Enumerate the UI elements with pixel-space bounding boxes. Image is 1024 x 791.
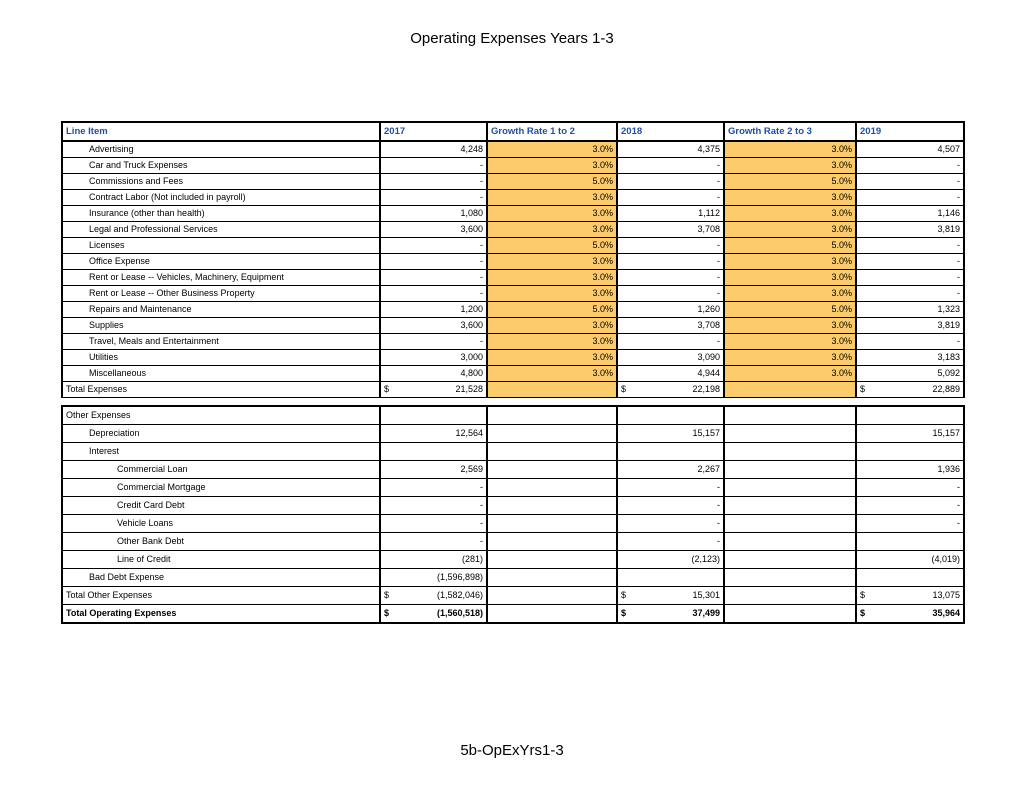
value-2017: - <box>380 479 487 497</box>
loan-row <box>62 479 964 497</box>
value-2019: 1,936 <box>856 461 964 479</box>
currency-symbol: $ <box>621 608 627 618</box>
currency-value: 21,528 <box>455 384 483 394</box>
line-item-label: Rent or Lease -- Vehicles, Machinery, Equipment <box>62 270 380 286</box>
value-2019 <box>856 569 964 587</box>
blank-cell <box>724 497 856 515</box>
blank-cell <box>724 406 856 425</box>
blank-cell <box>724 587 856 605</box>
value-2019: 15,157 <box>856 425 964 443</box>
line-item-label: Depreciation <box>62 425 380 443</box>
expense-row <box>62 270 964 286</box>
operating-expenses-table <box>61 121 965 624</box>
expense-row <box>62 222 964 238</box>
growth-1-2: 3.0% <box>487 141 617 158</box>
value-2017: 4,800 <box>380 366 487 382</box>
expense-row <box>62 254 964 270</box>
total-other-2019 <box>856 587 964 605</box>
loan-row <box>62 551 964 569</box>
blank-cell <box>487 425 617 443</box>
value-2019: 5,092 <box>856 366 964 382</box>
blank-cell <box>724 551 856 569</box>
value-2018: - <box>617 479 724 497</box>
value-2017: - <box>380 174 487 190</box>
value-2017: - <box>380 334 487 350</box>
header-2017: 2017 <box>380 122 487 141</box>
value-2018: 15,157 <box>617 425 724 443</box>
blank-cell <box>487 569 617 587</box>
value-2018: - <box>617 533 724 551</box>
blank-cell <box>487 461 617 479</box>
value-2018: - <box>617 238 724 254</box>
spacer-row <box>62 398 964 407</box>
loan-row <box>62 497 964 515</box>
value-2019: 3,819 <box>856 222 964 238</box>
value-2018: - <box>617 174 724 190</box>
value-2017: 12,564 <box>380 425 487 443</box>
expense-row <box>62 141 964 158</box>
growth-2-3: 3.0% <box>724 141 856 158</box>
value-2018: (2,123) <box>617 551 724 569</box>
value-2018 <box>617 406 724 425</box>
expense-row <box>62 302 964 318</box>
expense-row <box>62 350 964 366</box>
loan-row <box>62 533 964 551</box>
value-2017: - <box>380 497 487 515</box>
blank-cell <box>487 479 617 497</box>
loan-row <box>62 515 964 533</box>
spacer-cell <box>724 398 856 407</box>
total-other-label: Total Other Expenses <box>62 587 380 605</box>
total-expenses-row <box>62 382 964 398</box>
value-2019: - <box>856 254 964 270</box>
expense-row <box>62 190 964 206</box>
value-2019: 4,507 <box>856 141 964 158</box>
expense-row <box>62 238 964 254</box>
line-item-label: Bad Debt Expense <box>62 569 380 587</box>
growth-1-2: 3.0% <box>487 350 617 366</box>
value-2019 <box>856 406 964 425</box>
bad-debt-row <box>62 569 964 587</box>
growth-1-2: 5.0% <box>487 174 617 190</box>
value-2019 <box>856 533 964 551</box>
currency-symbol: $ <box>384 384 390 394</box>
line-item-label: Vehicle Loans <box>62 515 380 533</box>
value-2019: (4,019) <box>856 551 964 569</box>
line-item-label: Travel, Meals and Entertainment <box>62 334 380 350</box>
line-item-label: Car and Truck Expenses <box>62 158 380 174</box>
value-2018: 4,375 <box>617 141 724 158</box>
value-2017: - <box>380 238 487 254</box>
value-2019: - <box>856 334 964 350</box>
growth-2-3-blank <box>724 382 856 398</box>
value-2018: 1,260 <box>617 302 724 318</box>
sheet-name-footer: 5b-OpExYrs1-3 <box>460 742 564 759</box>
currency-value: 22,198 <box>692 384 720 394</box>
line-item-label: Contract Labor (Not included in payroll) <box>62 190 380 206</box>
line-item-label: Legal and Professional Services <box>62 222 380 238</box>
value-2019: 1,146 <box>856 206 964 222</box>
total-other-2018 <box>617 587 724 605</box>
currency-value: (1,582,046) <box>436 590 483 600</box>
header-line-item: Line Item <box>62 122 380 141</box>
value-2017: 3,000 <box>380 350 487 366</box>
total-operating-label: Total Operating Expenses <box>62 605 380 624</box>
growth-2-3: 5.0% <box>724 302 856 318</box>
blank-cell <box>487 515 617 533</box>
currency-symbol: $ <box>621 590 627 600</box>
value-2019: 3,819 <box>856 318 964 334</box>
blank-cell <box>724 461 856 479</box>
spacer-cell <box>487 398 617 407</box>
currency-value: 15,301 <box>692 590 720 600</box>
expense-row <box>62 158 964 174</box>
currency-symbol: $ <box>860 384 866 394</box>
line-item-label: Miscellaneous <box>62 366 380 382</box>
value-2019: - <box>856 174 964 190</box>
growth-1-2: 5.0% <box>487 238 617 254</box>
value-2018: - <box>617 190 724 206</box>
value-2017 <box>380 443 487 461</box>
growth-1-2: 3.0% <box>487 270 617 286</box>
value-2017: 4,248 <box>380 141 487 158</box>
header-2019: 2019 <box>856 122 964 141</box>
growth-1-2: 3.0% <box>487 190 617 206</box>
growth-1-2: 3.0% <box>487 334 617 350</box>
value-2017: 1,080 <box>380 206 487 222</box>
spacer-cell <box>380 398 487 407</box>
line-item-label: Interest <box>62 443 380 461</box>
currency-value: 22,889 <box>932 384 960 394</box>
currency-symbol: $ <box>860 608 866 618</box>
value-2019: - <box>856 190 964 206</box>
blank-cell <box>487 497 617 515</box>
value-2018: - <box>617 286 724 302</box>
blank-cell <box>724 569 856 587</box>
value-2017: 3,600 <box>380 222 487 238</box>
value-2018 <box>617 443 724 461</box>
value-2018: 4,944 <box>617 366 724 382</box>
header-2018: 2018 <box>617 122 724 141</box>
line-item-label: Insurance (other than health) <box>62 206 380 222</box>
blank-cell <box>724 533 856 551</box>
expense-row <box>62 334 964 350</box>
value-2019 <box>856 443 964 461</box>
loan-row <box>62 461 964 479</box>
line-item-label: Office Expense <box>62 254 380 270</box>
value-2017: - <box>380 286 487 302</box>
value-2019: 1,323 <box>856 302 964 318</box>
growth-2-3: 3.0% <box>724 350 856 366</box>
value-2018: - <box>617 254 724 270</box>
total-2017 <box>380 382 487 398</box>
value-2017: 2,569 <box>380 461 487 479</box>
growth-1-2: 3.0% <box>487 366 617 382</box>
value-2018: - <box>617 515 724 533</box>
expense-row <box>62 286 964 302</box>
value-2018: 3,708 <box>617 318 724 334</box>
value-2018: 2,267 <box>617 461 724 479</box>
growth-2-3: 3.0% <box>724 190 856 206</box>
value-2017 <box>380 406 487 425</box>
line-item-label: Licenses <box>62 238 380 254</box>
value-2017: (1,596,898) <box>380 569 487 587</box>
blank-cell <box>724 515 856 533</box>
value-2017: (281) <box>380 551 487 569</box>
expense-row <box>62 206 964 222</box>
header-growth-1-2: Growth Rate 1 to 2 <box>487 122 617 141</box>
line-item-label: Other Bank Debt <box>62 533 380 551</box>
line-item-label: Commercial Loan <box>62 461 380 479</box>
line-item-label: Supplies <box>62 318 380 334</box>
header-growth-2-3: Growth Rate 2 to 3 <box>724 122 856 141</box>
spacer-cell <box>856 398 964 407</box>
growth-2-3: 3.0% <box>724 334 856 350</box>
growth-2-3: 3.0% <box>724 222 856 238</box>
value-2019: - <box>856 497 964 515</box>
line-item-label: Commissions and Fees <box>62 174 380 190</box>
header-row <box>62 122 964 141</box>
growth-1-2: 3.0% <box>487 158 617 174</box>
blank-cell <box>487 443 617 461</box>
interest-row <box>62 443 964 461</box>
currency-symbol: $ <box>860 590 866 600</box>
value-2018: 3,090 <box>617 350 724 366</box>
value-2018: 1,112 <box>617 206 724 222</box>
blank-cell <box>724 443 856 461</box>
value-2019: - <box>856 286 964 302</box>
value-2018: - <box>617 497 724 515</box>
other-expenses-header-row <box>62 406 964 425</box>
line-item-label: Utilities <box>62 350 380 366</box>
value-2018: - <box>617 334 724 350</box>
total-other-expenses-row <box>62 587 964 605</box>
value-2019: - <box>856 515 964 533</box>
total-other-2017 <box>380 587 487 605</box>
growth-2-3: 5.0% <box>724 174 856 190</box>
value-2019: - <box>856 270 964 286</box>
page-title: Operating Expenses Years 1-3 <box>410 30 614 47</box>
currency-symbol: $ <box>621 384 627 394</box>
growth-2-3: 3.0% <box>724 318 856 334</box>
expense-row <box>62 174 964 190</box>
value-2018: 3,708 <box>617 222 724 238</box>
spacer-cell <box>62 398 380 407</box>
total-operating-2018 <box>617 605 724 624</box>
growth-1-2: 3.0% <box>487 222 617 238</box>
growth-2-3: 3.0% <box>724 254 856 270</box>
line-item-label: Rent or Lease -- Other Business Property <box>62 286 380 302</box>
growth-2-3: 3.0% <box>724 366 856 382</box>
value-2017: - <box>380 254 487 270</box>
blank-cell <box>487 533 617 551</box>
depreciation-row <box>62 425 964 443</box>
expense-row <box>62 366 964 382</box>
line-item-label: Line of Credit <box>62 551 380 569</box>
blank-cell <box>487 605 617 624</box>
blank-cell <box>724 479 856 497</box>
spacer-cell <box>617 398 724 407</box>
currency-value: (1,560,518) <box>436 608 483 618</box>
value-2017: - <box>380 515 487 533</box>
total-operating-2017 <box>380 605 487 624</box>
currency-symbol: $ <box>384 590 390 600</box>
blank-cell <box>487 587 617 605</box>
growth-2-3: 3.0% <box>724 286 856 302</box>
growth-2-3: 3.0% <box>724 158 856 174</box>
value-2019: - <box>856 238 964 254</box>
total-operating-expenses-row <box>62 605 964 624</box>
line-item-label: Credit Card Debt <box>62 497 380 515</box>
growth-2-3: 3.0% <box>724 206 856 222</box>
value-2018: - <box>617 158 724 174</box>
total-operating-2019 <box>856 605 964 624</box>
blank-cell <box>724 605 856 624</box>
growth-1-2: 3.0% <box>487 206 617 222</box>
value-2018 <box>617 569 724 587</box>
value-2017: - <box>380 158 487 174</box>
growth-1-2: 3.0% <box>487 286 617 302</box>
blank-cell <box>487 406 617 425</box>
value-2019: 3,183 <box>856 350 964 366</box>
value-2019: - <box>856 479 964 497</box>
total-2018 <box>617 382 724 398</box>
value-2017: - <box>380 270 487 286</box>
total-2019 <box>856 382 964 398</box>
currency-symbol: $ <box>384 608 390 618</box>
value-2018: - <box>617 270 724 286</box>
growth-2-3: 5.0% <box>724 238 856 254</box>
growth-1-2: 3.0% <box>487 254 617 270</box>
growth-2-3: 3.0% <box>724 270 856 286</box>
value-2017: - <box>380 190 487 206</box>
currency-value: 37,499 <box>692 608 720 618</box>
line-item-label: Commercial Mortgage <box>62 479 380 497</box>
value-2017: - <box>380 533 487 551</box>
blank-cell <box>487 551 617 569</box>
total-expenses-label: Total Expenses <box>62 382 380 398</box>
blank-cell <box>724 425 856 443</box>
growth-1-2: 3.0% <box>487 318 617 334</box>
currency-value: 13,075 <box>932 590 960 600</box>
value-2017: 3,600 <box>380 318 487 334</box>
expense-row <box>62 318 964 334</box>
growth-1-2: 5.0% <box>487 302 617 318</box>
value-2019: - <box>856 158 964 174</box>
currency-value: 35,964 <box>932 608 960 618</box>
line-item-label: Advertising <box>62 141 380 158</box>
value-2017: 1,200 <box>380 302 487 318</box>
growth-1-2-blank <box>487 382 617 398</box>
line-item-label: Repairs and Maintenance <box>62 302 380 318</box>
line-item-label: Other Expenses <box>62 406 380 425</box>
